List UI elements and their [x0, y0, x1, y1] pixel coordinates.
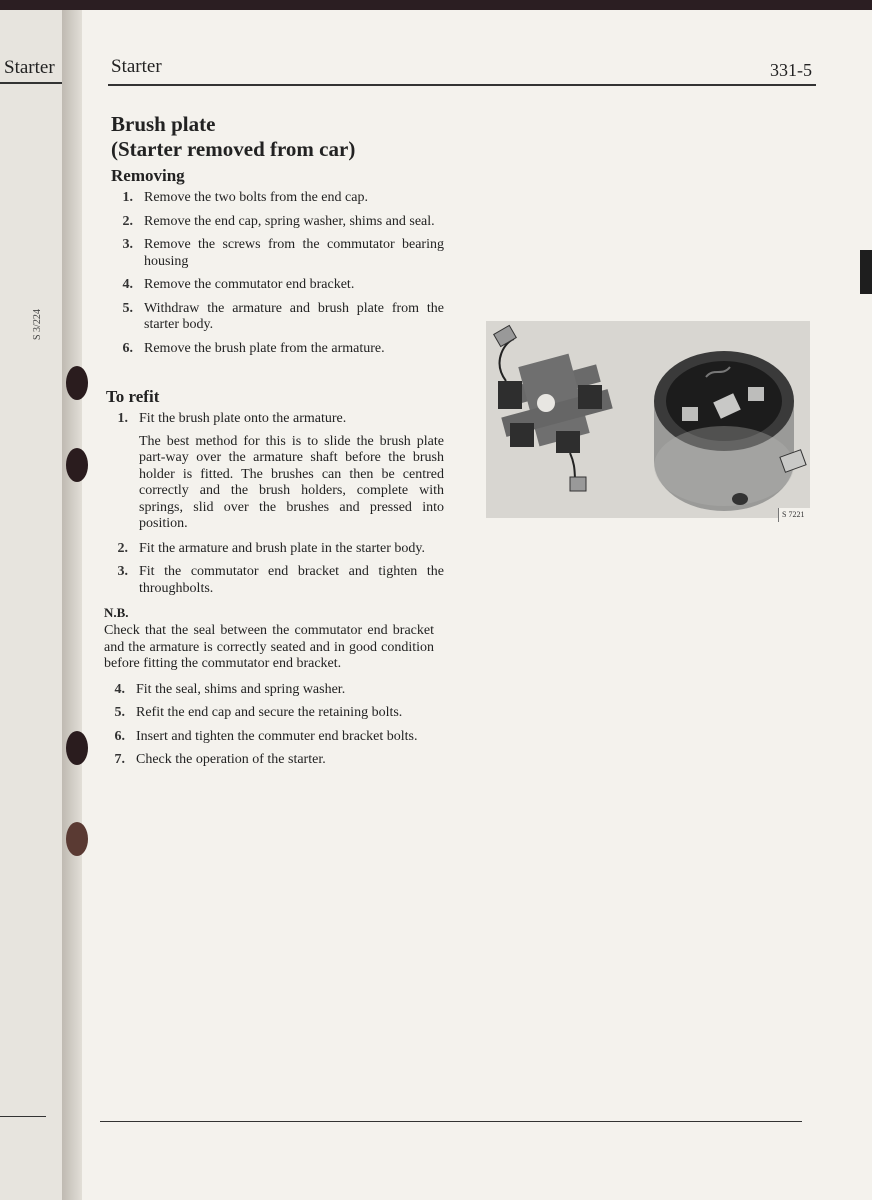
refit-heading: To refit [106, 387, 160, 406]
step-number: 6. [114, 728, 125, 744]
step-number: 5. [122, 300, 133, 316]
step-number: 6. [122, 340, 133, 356]
refit-steps [104, 411, 444, 428]
brush-plate-and-starter-body-image [486, 321, 810, 518]
list-item [104, 190, 444, 207]
step-number: 2. [122, 213, 133, 229]
step-text: Fit the seal, shims and spring washer. [136, 681, 346, 697]
step-text: Fit the brush plate onto the armature. [139, 411, 347, 426]
title-line: (Starter removed from car) [111, 137, 356, 161]
nb-label: N.B. [104, 605, 129, 620]
refit-method-note: The best method for this is to slide the brush plate part-way over the armature shaft before the brush holder is fitted. The brushes can then be centred correctly and the brush holders, complete with springs, slid over the brushes and pressed into position. [139, 433, 444, 531]
step-text: Remove the two bolts from the end cap. [144, 190, 368, 205]
step-text: Remove the brush plate from the armature. [144, 340, 385, 356]
list-item [104, 277, 444, 294]
binder-hole [66, 822, 88, 856]
step-number: 2. [117, 540, 128, 556]
step-number: 1. [122, 190, 133, 205]
step-text: Withdraw the armature and brush plate from the starter body. [144, 300, 444, 332]
list-item [104, 214, 444, 231]
step-text: Fit the armature and brush plate in the starter body. [139, 540, 426, 556]
removing-heading: Removing [111, 166, 185, 185]
step-number: 4. [122, 277, 133, 292]
left-page-footer-rule [0, 1116, 46, 1117]
step-number: 1. [117, 411, 128, 426]
starter-body-drawing [654, 351, 806, 511]
list-item [104, 752, 444, 769]
footer-rule [100, 1121, 802, 1122]
brush-plate-photo [486, 321, 810, 518]
running-header: Starter [111, 56, 162, 77]
left-page-header-rule [0, 82, 62, 84]
list-item [104, 705, 444, 722]
list-item [104, 729, 444, 746]
page-number: 331-5 [770, 60, 812, 80]
step-number: 5. [114, 705, 125, 720]
binder-hole [66, 731, 88, 765]
scan-top-edge [0, 0, 872, 10]
step-text: Remove the screws from the commutator bearing housing [144, 237, 444, 269]
list-item [104, 411, 444, 428]
step-text: Check the operation of the starter. [136, 752, 326, 767]
section-title [111, 112, 444, 162]
nb-text: Check that the seal between the commutator end bracket and the armature is correctly seated and in good condition before fitting the commutator end bracket. [104, 623, 434, 671]
list-item [104, 341, 444, 358]
refit-steps [104, 541, 444, 598]
text-column [104, 108, 444, 776]
step-text: Remove the end cap, spring washer, shims and seal. [144, 213, 435, 229]
binder-hole [66, 366, 88, 400]
step-number: 3. [122, 237, 133, 252]
list-item [104, 237, 444, 270]
section-tab-marker [860, 250, 872, 294]
step-number: 3. [117, 564, 128, 579]
step-number: 7. [114, 752, 125, 767]
removing-steps [104, 190, 444, 357]
list-item [104, 564, 444, 597]
refit-steps [104, 682, 444, 769]
list-item [104, 541, 444, 558]
left-page-figure-code: S 3/224 [32, 309, 43, 340]
step-text: Refit the end cap and secure the retaining bolts. [136, 705, 403, 720]
left-page-header: Starter [4, 57, 55, 78]
title-line: Brush plate [111, 112, 216, 136]
step-text: Insert and tighten the commuter end bracket bolts. [136, 728, 418, 744]
list-item [104, 301, 444, 334]
step-text: Fit the commutator end bracket and tighten the throughbolts. [139, 564, 444, 596]
step-number: 4. [114, 681, 125, 697]
figure-code: S 7221 [778, 508, 812, 522]
list-item [104, 682, 444, 699]
step-text: Remove the commutator end bracket. [144, 277, 355, 292]
binder-hole [66, 448, 88, 482]
header-rule [108, 84, 816, 86]
